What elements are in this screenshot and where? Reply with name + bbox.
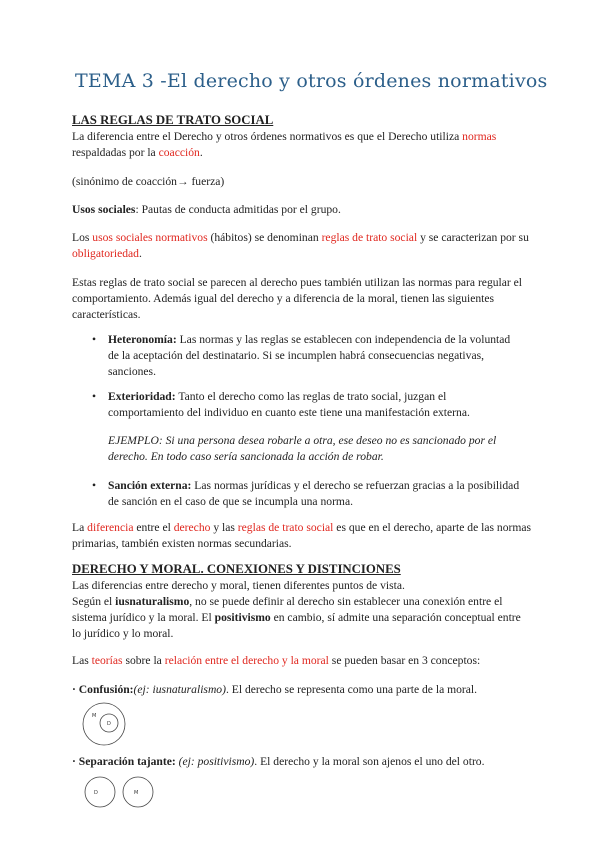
- example-text: EJEMPLO: Si una persona desea robarle a otra, ese deseo no es sancionado por el derecho. En todo caso sería sancionada la acción de robar.: [108, 434, 497, 463]
- bullet-marker: •: [92, 390, 97, 403]
- bullet-exterioridad: Exterioridad: Tanto el derecho como las reglas de trato social, juzgan el comportamiento del individuo en cuanto este tiene una manifestación externa.: [108, 390, 470, 419]
- bullet-heteronomia: Heteronomía: Las normas y las reglas se establecen con independencia de la voluntad de la aceptación del destinatario. Si se incumplen habrá consecuencias negativas, sanciones.: [108, 333, 511, 378]
- paragraph-iusnaturalismo: Según el iusnaturalismo, no se puede definir al derecho sin establecer una conexión entre el sistema jurídico y la moral. El positivismo en cambio, sí admite una separación conceptual entre lo jurídico y lo moral.: [72, 595, 521, 640]
- derecho-circle: [85, 777, 115, 807]
- highlight-coaccion: coacción: [158, 146, 200, 159]
- term-usos-sociales: Usos sociales: [72, 203, 136, 216]
- highlight-usos-normativos: usos sociales normativos: [92, 231, 208, 244]
- paragraph-usos-sociales: Usos sociales: Pautas de conducta admitidas por el grupo.: [72, 203, 341, 216]
- label-m: M: [134, 790, 139, 796]
- paragraph-synonym: (sinónimo de coacción→ fuerza): [72, 175, 225, 188]
- concept-separacion: · Separación tajante: (ej: positivismo). El derecho y la moral son ajenos el uno del otro.: [72, 755, 485, 768]
- section-heading-derecho-moral: DERECHO Y MORAL. CONEXIONES Y DISTINCIONES: [72, 562, 401, 576]
- section-heading-trato-social: LAS REGLAS DE TRATO SOCIAL: [72, 113, 274, 127]
- paragraph-intro: La diferencia entre el Derecho y otros órdenes normativos es que el Derecho utiliza normas respaldadas por la coacción.: [72, 130, 497, 159]
- highlight-normas: normas: [462, 130, 497, 143]
- bullet-marker: •: [92, 479, 97, 492]
- label-m: M: [92, 713, 97, 719]
- paragraph-teorias: Las teorías sobre la relación entre el derecho y la moral se pueden basar en 3 conceptos:: [72, 654, 481, 667]
- concept-confusion: · Confusión:(ej: iusnaturalismo). El derecho se representa como una parte de la moral.: [72, 683, 478, 696]
- highlight-reglas-trato: reglas de trato social: [321, 231, 418, 244]
- document-title: TEMA 3 -El derecho y otros órdenes normativos: [75, 70, 548, 92]
- paragraph-caracteristicas: Estas reglas de trato social se parecen al derecho pues también utilizan las normas para regular el comportamiento. Además igual del derecho y a diferencia de la moral, tienen las siguientes características.: [72, 276, 523, 321]
- highlight-obligatoriedad: obligatoriedad: [72, 247, 139, 260]
- moral-circle: [83, 703, 125, 745]
- paragraph-reglas: Los usos sociales normativos (hábitos) se denominan reglas de trato social y se caracterizan por su obligatoriedad.: [72, 231, 529, 260]
- label-d: D: [107, 721, 111, 727]
- bullet-sancion-externa: Sanción externa: Las normas jurídicas y el derecho se refuerzan gracias a la posibilidad de sanción en el caso de que se incumpla una norma.: [108, 479, 520, 508]
- paragraph-diferencia: La diferencia entre el derecho y las reglas de trato social es que en el derecho, aparte de las normas primarias, también existen normas secundarias.: [72, 521, 532, 550]
- bullet-marker: •: [92, 333, 97, 346]
- diagram-confusion: [80, 700, 130, 748]
- paragraph-diferencias: Las diferencias entre derecho y moral, tienen diferentes puntos de vista.: [72, 579, 405, 592]
- label-d: D: [94, 790, 98, 796]
- diagram-separacion: [80, 774, 170, 814]
